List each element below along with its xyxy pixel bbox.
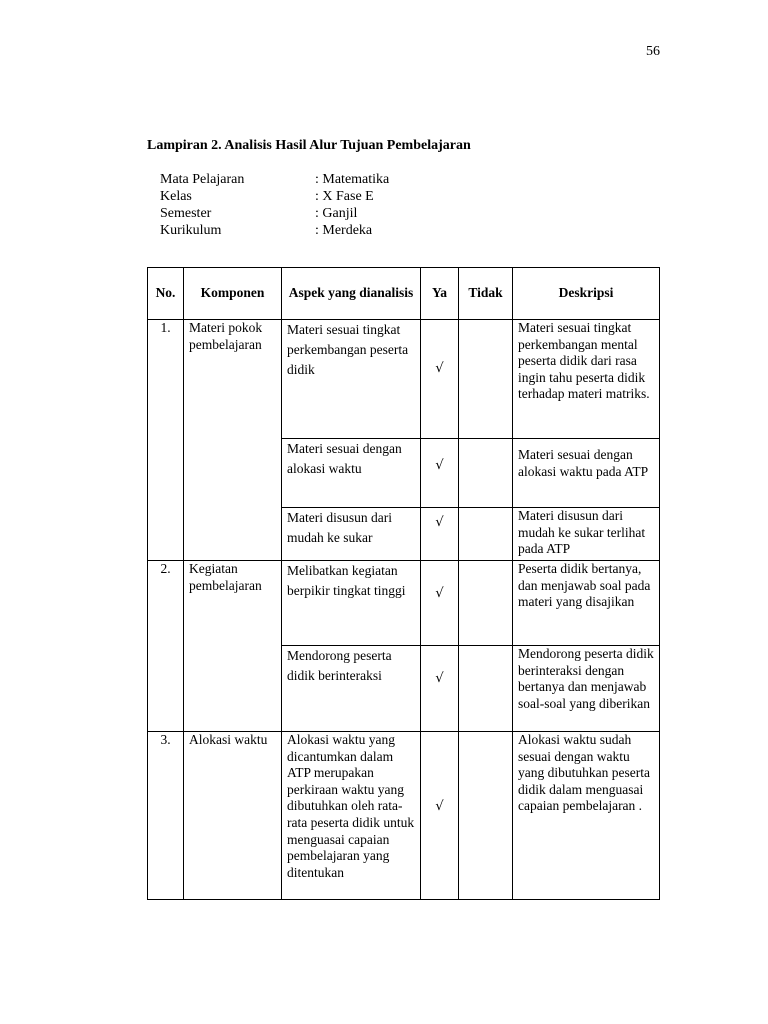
row-number: 1.	[148, 320, 184, 561]
meta-value: : Matematika	[315, 172, 390, 187]
ya-cell	[421, 646, 459, 732]
meta-row-subject	[160, 171, 389, 188]
table-row	[148, 561, 660, 646]
table-row	[148, 732, 660, 900]
tidak-cell	[459, 439, 513, 508]
check-mark-icon: √	[435, 458, 444, 473]
deskripsi-cell: Peserta didik bertanya, dan menjawab soal pada materi yang disajikan	[513, 561, 660, 646]
table-row	[148, 320, 660, 439]
deskripsi-cell: Materi sesuai dengan alokasi waktu pada ATP	[513, 439, 660, 508]
deskripsi-cell: Mendorong peserta didik berinteraksi dengan bertanya dan menjawab soal-soal yang diberikan	[513, 646, 660, 732]
deskripsi-cell: Materi sesuai tingkat perkembangan mental peserta didik dari rasa ingin tahu peserta didik terhadap materi matriks.	[513, 320, 660, 439]
check-mark-icon: √	[435, 671, 444, 686]
tidak-cell	[459, 320, 513, 439]
header-deskripsi: Deskripsi	[513, 268, 660, 320]
deskripsi-cell: Materi disusun dari mudah ke sukar terlihat pada ATP	[513, 508, 660, 561]
ya-cell	[421, 439, 459, 508]
tidak-cell	[459, 561, 513, 646]
meta-label: Kelas	[160, 189, 192, 204]
header-komponen: Komponen	[184, 268, 282, 320]
meta-label: Mata Pelajaran	[160, 172, 245, 187]
aspek-cell: Materi sesuai dengan alokasi waktu	[282, 439, 421, 508]
check-mark-icon: √	[435, 361, 444, 376]
page-number: 56	[646, 44, 660, 59]
meta-row-class	[160, 188, 389, 205]
header-aspek: Aspek yang dianalisis	[282, 268, 421, 320]
document-heading: Lampiran 2. Analisis Hasil Alur Tujuan Pembelajaran	[147, 138, 471, 153]
tidak-cell	[459, 508, 513, 561]
aspek-cell: Melibatkan kegiatan berpikir tingkat tinggi	[282, 561, 421, 646]
row-number: 2.	[148, 561, 184, 732]
tidak-cell	[459, 732, 513, 900]
komponen-cell: Alokasi waktu	[184, 732, 282, 900]
subject-info	[160, 171, 389, 239]
meta-value: : Merdeka	[315, 223, 373, 238]
aspek-cell: Mendorong peserta didik berinteraksi	[282, 646, 421, 732]
ya-cell	[421, 320, 459, 439]
header-tidak: Tidak	[459, 268, 513, 320]
analysis-table	[147, 267, 660, 900]
meta-row-semester	[160, 205, 389, 222]
check-mark-icon: √	[435, 515, 444, 530]
aspek-cell: Alokasi waktu yang dicantumkan dalam ATP merupakan perkiraan waktu yang dibutuhkan oleh rata-rata peserta didik untuk menguasai capaian pembelajaran yang ditentukan	[282, 732, 421, 900]
check-mark-icon: √	[435, 799, 444, 814]
komponen-cell: Materi pokok pembelajaran	[184, 320, 282, 561]
check-mark-icon: √	[435, 586, 444, 601]
meta-value: : Ganjil	[315, 206, 358, 221]
aspek-cell: Materi sesuai tingkat perkembangan peserta didik	[282, 320, 421, 439]
header-no: No.	[148, 268, 184, 320]
ya-cell	[421, 732, 459, 900]
ya-cell	[421, 508, 459, 561]
meta-label: Kurikulum	[160, 223, 222, 238]
table-header-row	[148, 268, 660, 320]
komponen-cell: Kegiatan pembelajaran	[184, 561, 282, 732]
row-number: 3.	[148, 732, 184, 900]
aspek-cell: Materi disusun dari mudah ke sukar	[282, 508, 421, 561]
tidak-cell	[459, 646, 513, 732]
deskripsi-cell: Alokasi waktu sudah sesuai dengan waktu yang dibutuhkan peserta didik dalam menguasai capaian pembelajaran .	[513, 732, 660, 900]
header-ya: Ya	[421, 268, 459, 320]
meta-value: : X Fase E	[315, 189, 374, 204]
ya-cell	[421, 561, 459, 646]
meta-row-curriculum	[160, 222, 389, 239]
meta-label: Semester	[160, 206, 212, 221]
